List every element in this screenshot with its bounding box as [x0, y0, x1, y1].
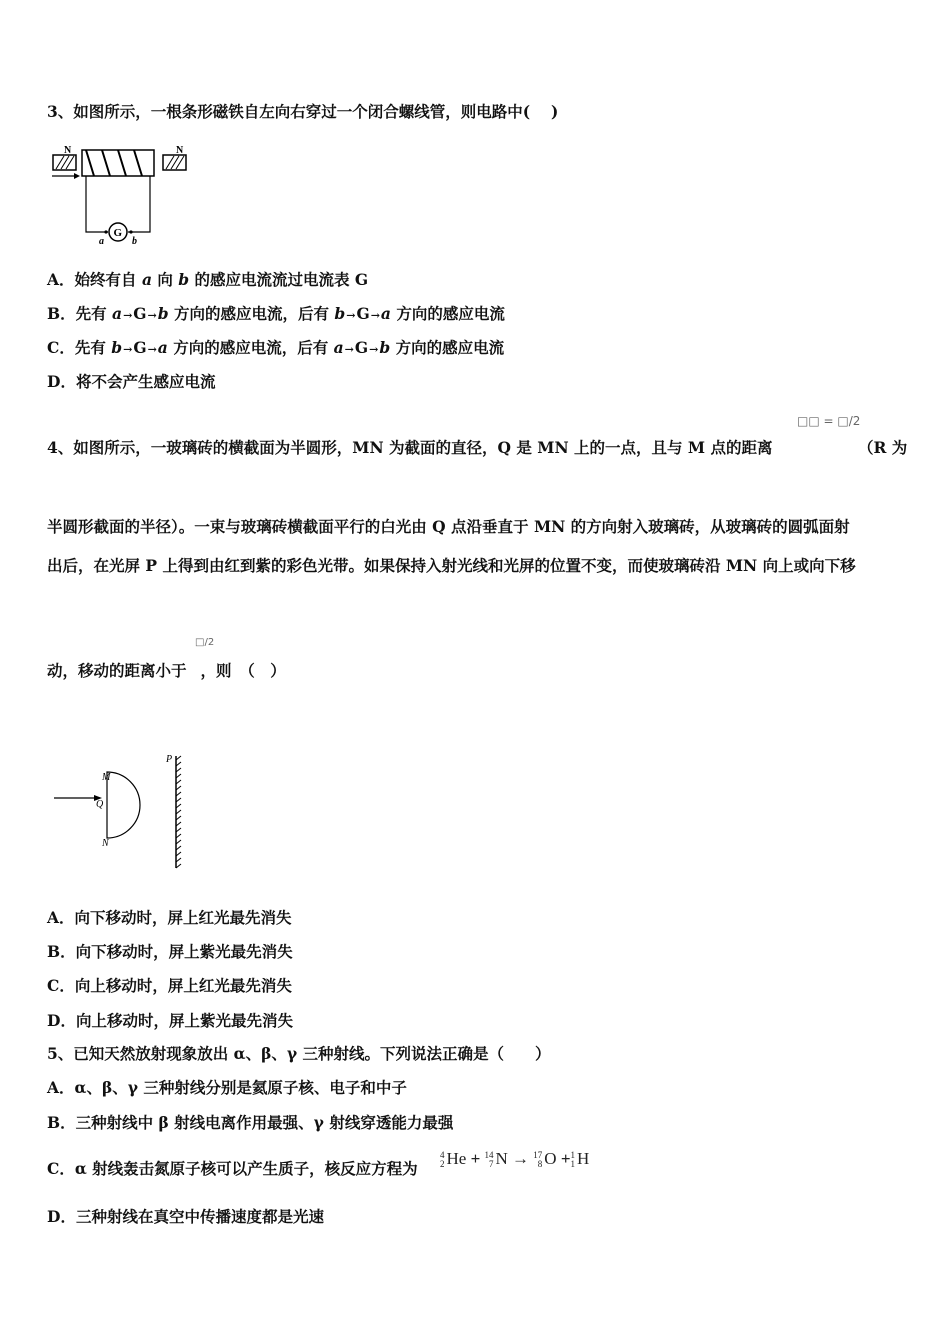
option-text: 将不会产生感应电流	[75, 372, 216, 391]
q4-stem-line2: 半圆形截面的半径）。一束与玻璃砖横截面平行的白光由 Q 点沿垂直于 MN 的方向射入玻璃砖，从玻璃砖的圆弧面射	[47, 517, 850, 536]
nuclear-reaction-equation	[440, 1149, 589, 1169]
option-text: 先有	[74, 338, 112, 357]
he-atomic-number: 2	[440, 1159, 445, 1170]
arrow-icon: →	[123, 309, 133, 322]
var: a	[112, 304, 123, 323]
q5-option-a[interactable]: A．α、β、γ 三种射线分别是氦原子核、电子和中子	[47, 1078, 407, 1097]
q4-stem-line1: 4、如图所示，一玻璃砖的横截面为半圆形，MN 为截面的直径，Q 是 MN 上的一点，且与 M 点的距离	[47, 438, 773, 457]
label-m: M	[102, 772, 111, 783]
var-g: G	[133, 304, 147, 323]
arrow-icon: →	[147, 309, 157, 322]
label-q: Q	[96, 799, 104, 810]
h-atomic-number: 1	[570, 1159, 576, 1170]
q5-option-b[interactable]: B．三种射线中 β 射线电离作用最强、γ 射线穿透能力最强	[47, 1113, 454, 1132]
var-a: a	[141, 270, 152, 289]
n-symbol: N	[495, 1149, 508, 1168]
q4-move-fraction: □/2	[195, 637, 215, 648]
arrow-icon: →	[369, 343, 379, 356]
q4-stem-line3: 出后，在光屏 P 上得到由红到紫的彩色光带。如果保持入射光线和光屏的位置不变，而使玻璃砖沿 MN 向上或向下移	[47, 556, 856, 575]
arrow-icon: →	[344, 343, 354, 356]
option-text: 方向的感应电流，后有	[167, 338, 334, 357]
var-b: b	[178, 270, 190, 289]
option-label: D．	[47, 372, 76, 391]
h-mass-number: 1	[570, 1150, 576, 1161]
option-text: 方向的感应电流，后有	[168, 304, 335, 323]
var-g: G	[354, 338, 369, 357]
option-text: 向	[151, 270, 179, 289]
he-symbol: He	[446, 1149, 467, 1168]
arrow-icon: →	[346, 309, 356, 322]
q5-option-d[interactable]: D．三种射线在真空中传播速度都是光速	[47, 1207, 324, 1226]
var: b	[157, 304, 169, 323]
h-nucleon-numbers	[571, 1151, 576, 1169]
h-symbol: H	[577, 1149, 590, 1168]
o-atomic-number: 8	[537, 1159, 543, 1170]
magnet-left-label: N	[64, 145, 72, 156]
var: b	[379, 338, 391, 357]
var: a	[157, 338, 168, 357]
q3-option-c[interactable]	[47, 337, 504, 361]
q3-option-a[interactable]	[47, 269, 368, 291]
var: a	[333, 338, 344, 357]
option-text: 方向的感应电流	[390, 304, 505, 323]
plus-sign: +	[560, 1149, 571, 1168]
stem-text: ，则 （ ）	[200, 661, 286, 680]
option-label: A．	[47, 270, 75, 289]
q4-option-c[interactable]: C．向上移动时，屏上红光最先消失	[47, 976, 292, 995]
galvanometer-label: G	[113, 227, 123, 239]
option-label: B．	[47, 304, 76, 323]
label-p: P	[166, 754, 173, 765]
arrow-icon: →	[370, 309, 380, 322]
n-nucleon-numbers	[485, 1151, 494, 1169]
label-n: N	[102, 838, 109, 849]
option-text: 先有	[75, 304, 113, 323]
q4-distance-fraction: □□ = □/2	[797, 414, 861, 428]
terminal-a-label: a	[99, 236, 104, 247]
q4-option-a[interactable]: A．向下移动时，屏上红光最先消失	[47, 908, 292, 927]
option-text: 方向的感应电流	[390, 338, 505, 357]
var: b	[111, 338, 123, 357]
stem-text: 动，移动的距离小于	[47, 661, 187, 680]
option-text: 的感应电流流过电流表 G	[189, 270, 369, 289]
var-g: G	[133, 338, 147, 357]
q4-option-d[interactable]: D．向上移动时，屏上紫光最先消失	[47, 1011, 293, 1030]
q4-stem-line1-tail: （R 为	[858, 438, 908, 457]
n-atomic-number: 7	[489, 1159, 494, 1170]
he-mass-number: 4	[440, 1150, 445, 1161]
q5-option-c[interactable]: C．α 射线轰击氮原子核可以产生质子，核反应方程为	[47, 1159, 418, 1178]
magnet-right-label: N	[176, 145, 184, 156]
q4-stem-line4	[47, 660, 286, 682]
var-g: G	[356, 304, 370, 323]
q3-stem: 3、如图所示，一根条形磁铁自左向右穿过一个闭合螺线管，则电路中( )	[47, 102, 559, 121]
terminal-b-label: b	[132, 236, 137, 247]
q3-option-d[interactable]	[47, 371, 215, 393]
o-nucleon-numbers	[533, 1151, 542, 1169]
q3-option-b[interactable]	[47, 303, 505, 327]
n-mass-number: 14	[484, 1150, 494, 1161]
arrow-icon: →	[123, 343, 133, 356]
q4-option-b[interactable]: B．向下移动时，屏上紫光最先消失	[47, 942, 293, 961]
plus-sign: +	[470, 1149, 481, 1168]
reaction-arrow-icon: →	[512, 1149, 530, 1168]
q3-solenoid-figure	[50, 143, 195, 248]
arrow-icon: →	[147, 343, 157, 356]
var: b	[334, 304, 346, 323]
var: a	[380, 304, 391, 323]
option-text: 始终有自	[74, 270, 142, 289]
option-label: C．	[47, 338, 75, 357]
o-symbol: O	[544, 1149, 557, 1168]
q5-stem: 5、已知天然放射现象放出 α、β、γ 三种射线。下列说法正确是（ ）	[47, 1044, 551, 1063]
q4-glass-brick-figure	[52, 750, 192, 875]
he-nucleon-numbers	[440, 1151, 445, 1169]
o-mass-number: 17	[533, 1150, 543, 1161]
